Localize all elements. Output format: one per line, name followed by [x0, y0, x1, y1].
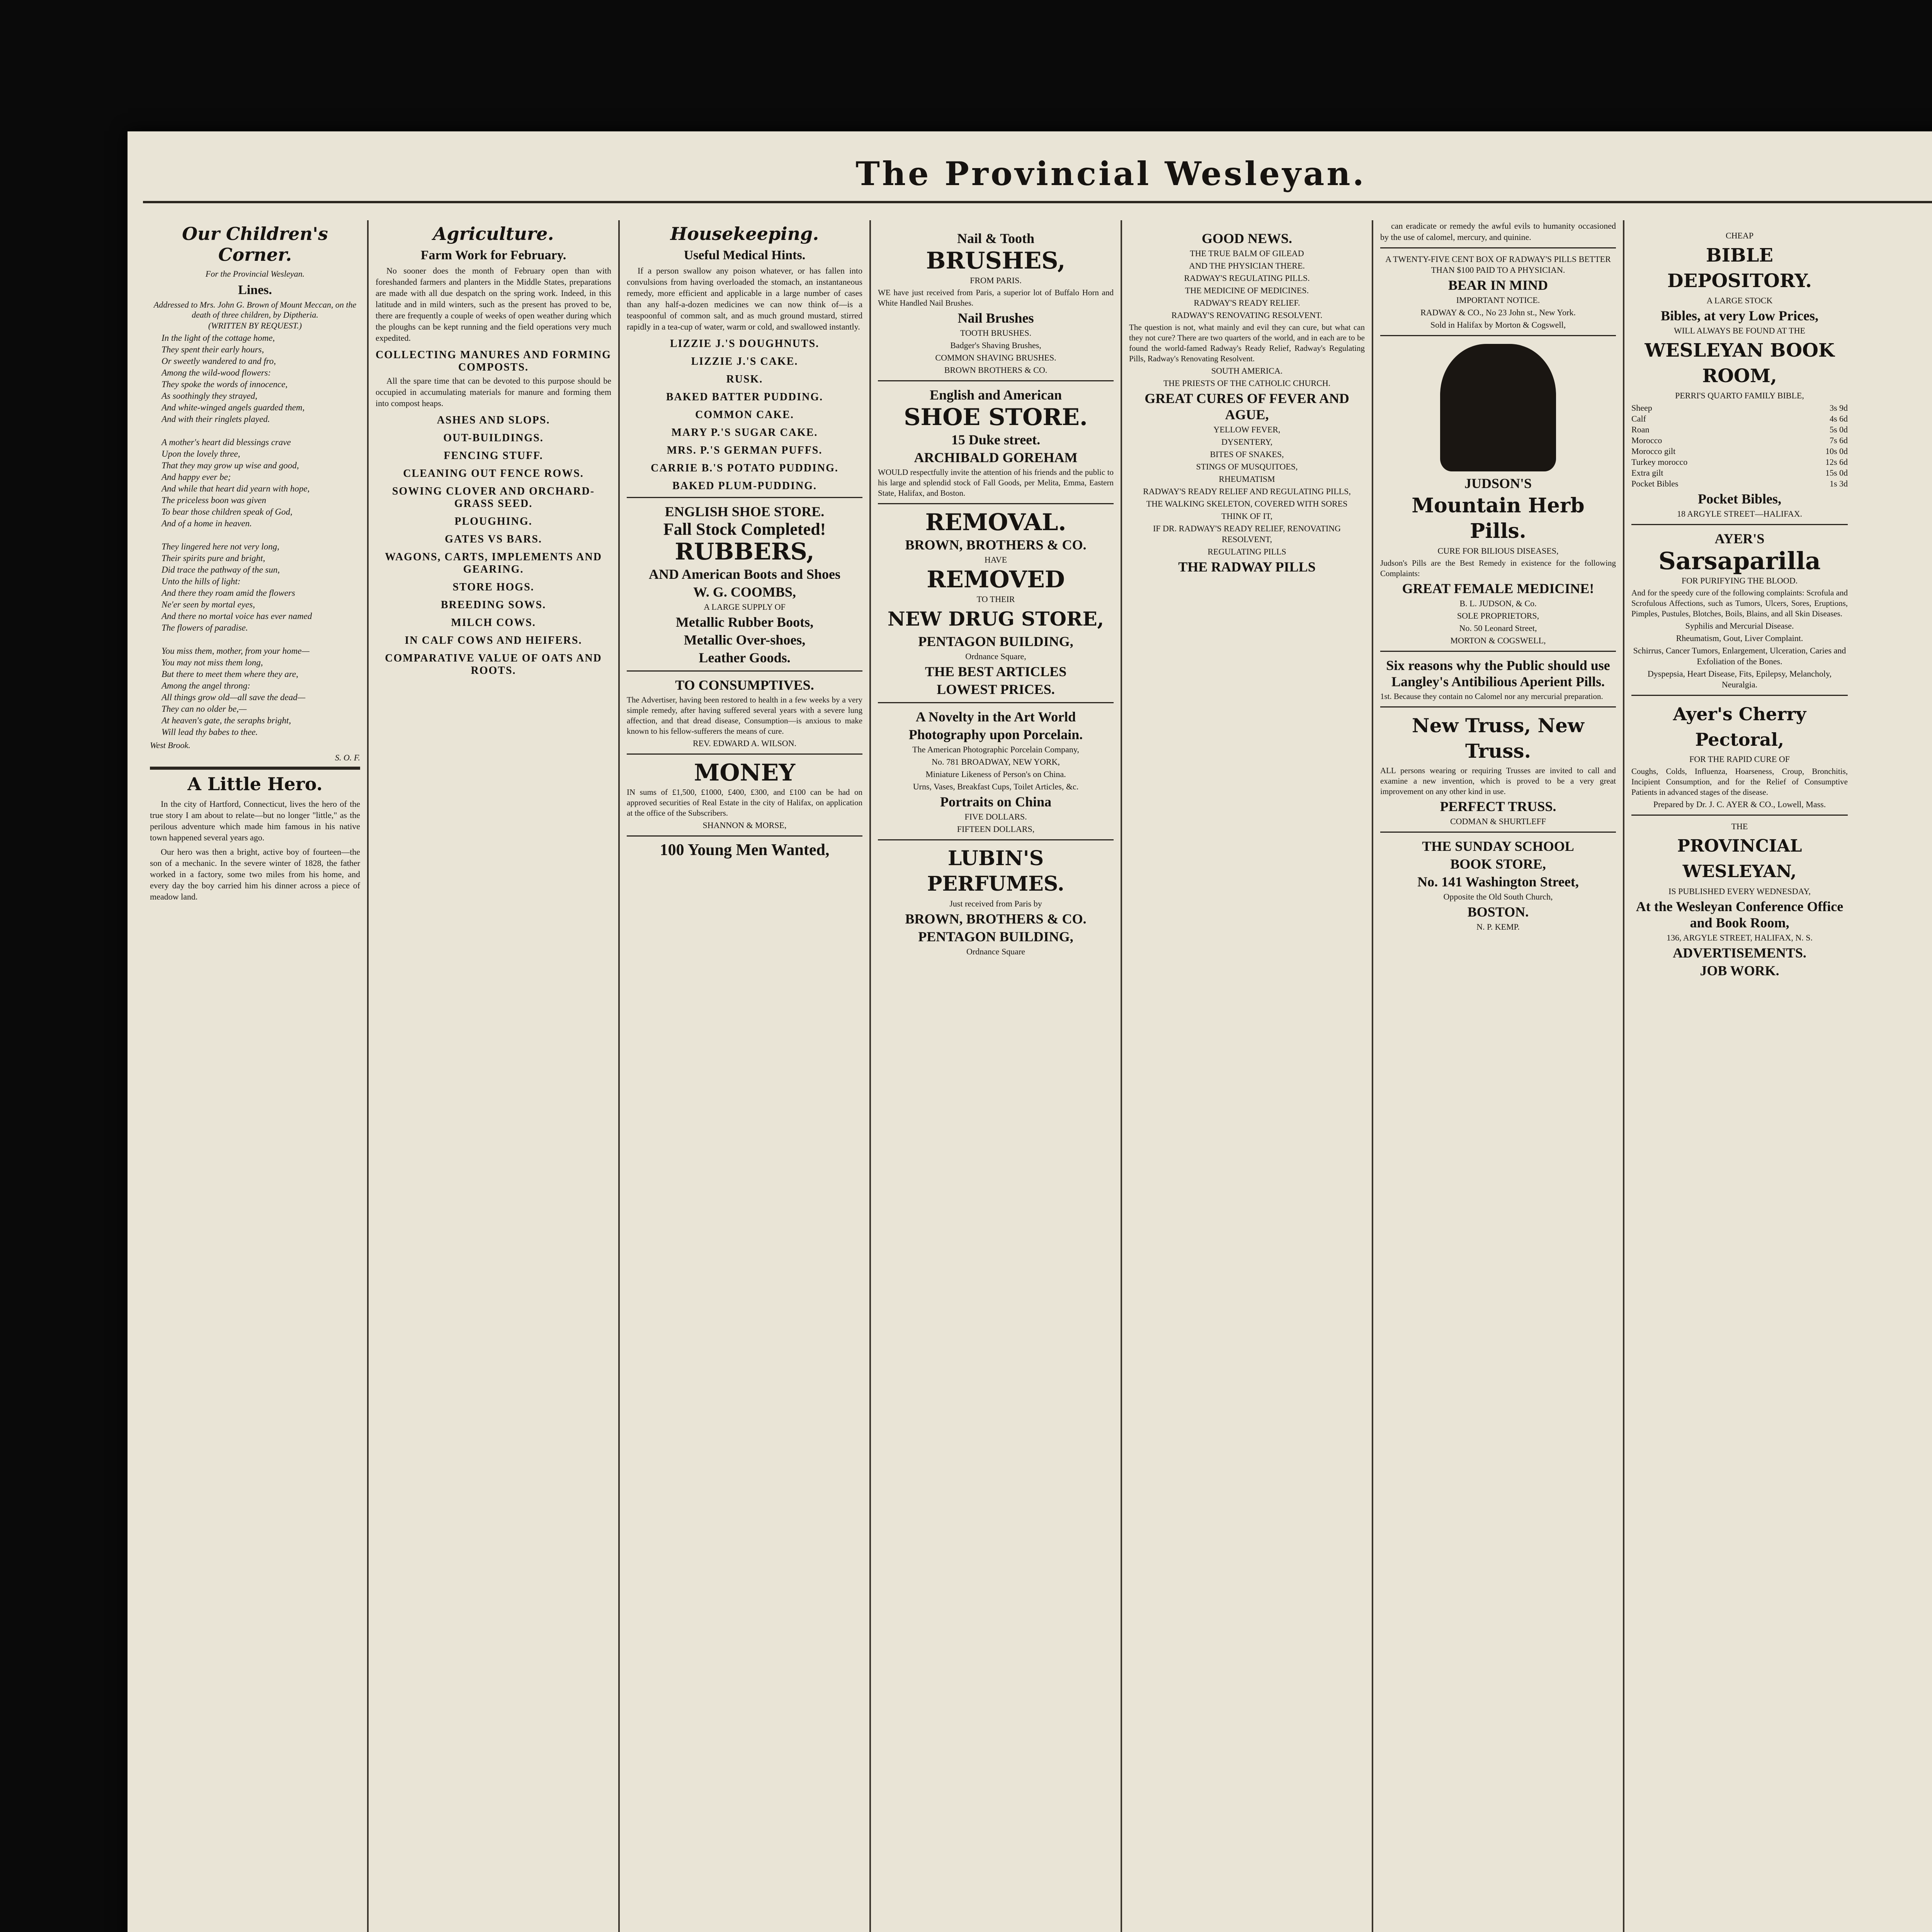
ad-line: Syphilis and Mercurial Disease. [1685, 621, 1794, 631]
ad-text: IN sums of £1,500, £1000, £400, £300, and £100 can be had on approved securities of Real Estate in the city of Halifax, on application at the office of the Subscribers. [627, 787, 862, 818]
price-item-name: Turkey morocco [1631, 457, 1688, 467]
newspaper-page [128, 131, 1932, 1932]
recipe-title: LIZZIE J.'S DOUGHNUTS. [670, 338, 820, 350]
ad-advertiser: ARCHIBALD GOREHAM [914, 450, 1078, 465]
price-item-value: 10s 0d [1825, 446, 1848, 456]
ad-line: Sold in Halifax by Morton & Cogswell, [1430, 320, 1566, 330]
ad-langley [1380, 651, 1616, 702]
ad-line: AND American Boots and Shoes [648, 566, 841, 582]
ad-line: AND THE PHYSICIAN THERE. [1189, 261, 1305, 270]
ad-line: Pocket Bibles, [1698, 491, 1781, 507]
subheading: BREEDING SOWS. [440, 599, 546, 611]
ad-signature: B. L. JUDSON, & Co. [1459, 599, 1537, 608]
ad-line: WILL ALWAYS BE FOUND AT THE [1674, 326, 1805, 335]
ad-title: GOOD NEWS. [1201, 231, 1293, 246]
ad-address: No. 50 Leonard Street, [1459, 623, 1537, 633]
column-childrens-corner [143, 220, 367, 1932]
ad-line: Miniature Likeness of Person's on China. [925, 769, 1066, 779]
ad-line: Metallic Over-shoes, [684, 632, 806, 648]
price-row [1631, 424, 1848, 435]
ad-line: IF DR. RADWAY'S READY RELIEF, RENOVATING RESOLVENT, [1153, 524, 1341, 544]
column-radway-1 [1121, 220, 1372, 1932]
masthead: The Provincial Wesleyan. [855, 155, 1366, 193]
ad-subtitle: FROM PARIS. [970, 276, 1022, 285]
price-item-value: 4s 6d [1829, 414, 1848, 423]
ad-consumptives [627, 670, 862, 749]
ad-line: PENTAGON BUILDING, [918, 929, 1073, 944]
ad-line: TO THEIR [976, 594, 1015, 604]
ad-line: GREAT CURES OF FEVER AND AGUE, [1145, 391, 1349, 422]
ad-title: ENGLISH SHOE STORE. [665, 504, 825, 519]
subheading: STORE HOGS. [452, 581, 534, 593]
story-paragraph: In the city of Hartford, Connecticut, lives the hero of the true story I am about to relate—but no longer "little," as the perilous adventure which made him famous in his native town happened several years ago. [150, 799, 360, 842]
price-row [1631, 435, 1848, 446]
price-item-name: Pocket Bibles [1631, 479, 1679, 488]
ad-line: ADVERTISEMENTS. [1673, 945, 1806, 961]
ad-headline: Mountain Herb Pills. [1412, 494, 1585, 543]
ad-line: THE PRIESTS OF THE CATHOLIC CHURCH. [1163, 378, 1331, 388]
column-inner [1631, 225, 1848, 979]
ad-english-shoe-store [627, 497, 862, 666]
ad-text: ALL persons wearing or requiring Trusses are invited to call and examine a new invention, which is proved to be a very great improvement on any other kind in use. [1380, 766, 1616, 796]
ad-line: Nail Brushes [957, 310, 1034, 326]
ad-line: GREAT FEMALE MEDICINE! [1402, 581, 1594, 596]
ad-line: PERFECT TRUSS. [1440, 799, 1556, 814]
ad-line: PENTAGON BUILDING, [918, 634, 1073, 649]
ad-line: At the Wesleyan Conference Office and Book Room, [1636, 899, 1844, 930]
price-row [1631, 403, 1848, 413]
article-paragraph: If a person swallow any poison whatever, or has fallen into convulsions from having overloaded the stomach, an instantaneous remedy, more efficient and applicable in a large number of cases than any half-a-dozen medicines we can now think of—is a teaspoonful of common salt, and as much ground mustard, stirred rapidly in a tea-cup of water, warm or cold, and swallowed instantly. [627, 266, 862, 332]
ad-money [627, 753, 862, 831]
ad-line: THINK OF IT, [1221, 511, 1273, 521]
ad-signature: SHANNON & MORSE, [702, 820, 787, 830]
ad-radway-cont [1380, 247, 1616, 330]
price-row [1631, 413, 1848, 424]
price-list [1631, 403, 1848, 489]
ad-line: BITES OF SNAKES, [1210, 449, 1284, 459]
price-row [1631, 446, 1848, 457]
masthead-rule [143, 201, 1932, 203]
ad-title: REMOVAL. [925, 509, 1066, 536]
ad-line: PERRI'S QUARTO FAMILY BIBLE, [1675, 391, 1804, 400]
ad-title: LUBIN'S PERFUMES. [927, 847, 1065, 896]
ad-text: Coughs, Colds, Influenza, Hoarseness, Croup, Bronchitis, Incipient Consumption, and for the Relief of Consumptive Patients in advanced stages of the disease. [1631, 767, 1848, 797]
ad-line: Ordnance Square [966, 947, 1026, 956]
ad-headline: Sarsaparilla [1658, 547, 1821, 575]
ad-title: English and American [929, 387, 1062, 403]
ad-line: Rheumatism, Gout, Liver Complaint. [1676, 633, 1803, 643]
ad-line: TOOTH BRUSHES. [960, 328, 1032, 338]
column-bibles-ayer [1623, 220, 1932, 1932]
column-radway-judson [1372, 220, 1623, 1932]
ad-line: JOB WORK. [1700, 963, 1779, 978]
ad-headline: SHOE STORE. [904, 404, 1088, 431]
price-item-name: Roan [1631, 425, 1650, 434]
ad-young-men [627, 835, 862, 858]
ad-sunday-school [1380, 832, 1616, 932]
ad-signature: BROWN BROTHERS & CO. [944, 365, 1048, 375]
ad-line: CHEAP [1725, 231, 1754, 240]
ad-address: No. 781 BROADWAY, NEW YORK, [932, 757, 1060, 767]
ad-subtitle: Photography upon Porcelain. [908, 727, 1083, 742]
ad-line: SOUTH AMERICA. [1211, 366, 1283, 376]
poem-source: For the Provincial Wesleyan. [205, 269, 305, 279]
article-paragraph: All the spare time that can be devoted to this purpose should be occupied in accumulating materials for manure and forming them into compost heaps. [376, 376, 611, 408]
ad-line: THE MEDICINE OF MEDICINES. [1185, 286, 1309, 295]
ad-title: New Truss, New Truss. [1412, 714, 1584, 762]
ad-title: TO CONSUMPTIVES. [675, 677, 814, 693]
ad-line: Urns, Vases, Breakfast Cups, Toilet Articles, &c. [913, 782, 1079, 791]
ad-line: The American Photographic Porcelain Company, [912, 745, 1079, 754]
ad-line: SOLE PROPRIETORS, [1457, 611, 1539, 621]
portrait-image [1440, 344, 1556, 471]
ad-signature: 18 ARGYLE STREET—HALIFAX. [1677, 509, 1803, 519]
recipe-title: COMMON CAKE. [695, 409, 794, 421]
ad-line: MORTON & COGSWELL, [1450, 636, 1546, 645]
ad-line: IMPORTANT NOTICE. [1456, 295, 1540, 305]
recipe-title: CARRIE B.'S POTATO PUDDING. [651, 462, 838, 474]
poem-dedication: Addressed to Mrs. John G. Brown of Mount Meccan, on the death of three children, by Diptheria. [153, 300, 357, 320]
ad-line: COMMON SHAVING BRUSHES. [935, 353, 1056, 362]
price-item-value: 1s 3d [1829, 479, 1848, 488]
ad-line: CURE FOR BILIOUS DISEASES, [1437, 546, 1559, 556]
ad-line: Bibles, at very Low Prices, [1661, 308, 1818, 323]
subheading: PLOUGHING. [454, 515, 532, 527]
ad-truss [1380, 706, 1616, 827]
ad-brushes [878, 225, 1114, 376]
article-title: Farm Work for February. [420, 248, 566, 262]
ad-line: RADWAY'S READY RELIEF. [1194, 298, 1300, 308]
column-agriculture [367, 220, 618, 1932]
price-item-name: Sheep [1631, 403, 1652, 413]
ad-ayers-sarsaparilla [1631, 524, 1848, 690]
ad-line: Metallic Rubber Boots, [675, 614, 814, 630]
ad-advertiser: BROWN, BROTHERS & CO. [905, 537, 1087, 553]
ad-text: And for the speedy cure of the following complaints: Scrofula and Scrofulous Affections, such as Tumors, Ulcers, Sores, Eruptions, Pimples, Pustules, Blotches, Boils, Blains, and all Skin Diseases. [1631, 588, 1848, 618]
poem-place: West Brook. [150, 740, 190, 750]
subheading: GATES VS BARS. [445, 533, 542, 545]
ad-porcelain [878, 702, 1114, 835]
ad-title: AYER'S [1714, 531, 1765, 546]
ad-line: BEAR IN MIND [1448, 277, 1548, 293]
ad-title: PROVINCIAL WESLEYAN, [1677, 836, 1802, 881]
ad-title: Six reasons why the Public should use Langley's Antibilious Aperient Pills. [1386, 658, 1610, 689]
ad-title: 100 Young Men Wanted, [660, 841, 830, 859]
price-item-name: Morocco gilt [1631, 446, 1676, 456]
poem-title: Lines. [238, 283, 272, 297]
ad-signature: REV. EDWARD A. WILSON. [692, 738, 797, 748]
ad-title: THE SUNDAY SCHOOL [1422, 838, 1574, 854]
ad-title: BIBLE DEPOSITORY. [1667, 245, 1812, 292]
ad-radway [1129, 225, 1365, 575]
ad-line: BOOK STORE, [1450, 856, 1546, 872]
divider [150, 767, 360, 770]
ad-line: THE TRUE BALM OF GILEAD [1190, 248, 1304, 258]
ad-judson [1380, 335, 1616, 646]
recipe-title: BAKED PLUM-PUDDING. [672, 480, 817, 492]
ad-address: 15 Duke street. [951, 432, 1041, 447]
ad-line: YELLOW FEVER, [1213, 425, 1281, 434]
ad-line: HAVE [984, 555, 1007, 565]
price-row [1631, 478, 1848, 489]
ad-text: 1st. Because they contain no Calomel nor any mercurial preparation. [1380, 692, 1603, 701]
ad-text: The question is not, what mainly and evil they can cure, but what can they not cure? There are two quarters of the world, and in each are to be found the world-famed Radway's Ready Relief, Radway's Regulating Pills, Radway's Renovating Resolvent. [1129, 323, 1365, 363]
price-item-value: 12s 6d [1825, 457, 1848, 467]
subheading: COLLECTING MANURES AND FORMING COMPOSTS. [376, 349, 611, 373]
subheading: OUT-BUILDINGS. [443, 432, 544, 444]
ad-lubins-perfumes [878, 839, 1114, 957]
ad-cherry-pectoral [1631, 695, 1848, 810]
section-title: Agriculture. [433, 223, 554, 244]
subheading: IN CALF COWS AND HEIFERS. [405, 634, 582, 646]
poem-text: In the light of the cottage home, They spent their early hours, Or sweetly wandered to and fro, Among the wild-wood flowers: They spoke the words of innocence, As soothingly they strayed, And white-winged angels guarded them, And with their ringlets played. A mother's heart did blessings crave Upon the lovely three, That they may grow up wise and good, And happy ever be; And while that heart did yearn with hope, The priceless boon was given To bear those children speak of God, And of a home in heaven. They lingered here not very long, Their spirits pure and bright, Did trace the pathway of the sun, Unto the hills of light: And there they roam amid the flowers Ne'er seen by mortal eyes, And there no mortal voice has ever named The flowers of paradise. You miss them, mother, from your home— You may not miss them long, But there to meet them where they are, Among the angel throng: All things grow old—all save the dead— They can no older be,— At heaven's gate, the seraphs bright, Will lead thy babes to thee. [162, 333, 312, 737]
ad-line: RADWAY'S REGULATING PILLS. [1184, 273, 1310, 283]
article-paragraph: can eradicate or remedy the awful evils to humanity occasioned by the use of calomel, mercury, and quinine. [1380, 221, 1616, 242]
section-title: Our Children's Corner. [182, 223, 328, 265]
ad-advertiser: BROWN, BROTHERS & CO. [905, 911, 1087, 927]
ad-removal [878, 503, 1114, 697]
recipe-title: MARY P.'S SUGAR CAKE. [671, 427, 818, 439]
price-item-value: 15s 0d [1825, 468, 1848, 478]
ad-subtitle: Fall Stock Completed! [663, 520, 826, 539]
column-housekeeping [618, 220, 869, 1932]
ad-shoe-store [878, 380, 1114, 498]
ad-line: Opposite the Old South Church, [1443, 892, 1553, 901]
ad-signature: N. P. KEMP. [1476, 922, 1520, 932]
publication-notice [1631, 815, 1848, 979]
price-item-value: 5s 0d [1829, 425, 1848, 434]
ad-line: THE WALKING SKELETON, COVERED WITH SORES [1146, 499, 1348, 509]
recipe-title: BAKED BATTER PUDDING. [666, 391, 823, 403]
price-item-name: Calf [1631, 414, 1646, 423]
ad-line: RADWAY'S RENOVATING RESOLVENT. [1171, 310, 1323, 320]
ad-title: JUDSON'S [1464, 476, 1532, 491]
ad-line: A TWENTY-FIVE CENT BOX OF RADWAY'S PILLS BETTER THAN $100 PAID TO A PHYSICIAN. [1385, 254, 1611, 275]
price-item-name: Morocco [1631, 435, 1662, 445]
price-item-value: 3s 9d [1829, 403, 1848, 413]
article-title: Useful Medical Hints. [684, 248, 806, 262]
ad-line: A LARGE STOCK [1706, 296, 1773, 305]
ad-title: MONEY [694, 759, 796, 786]
ad-line: NEW DRUG STORE, [888, 607, 1104, 630]
ad-line: RHEUMATISM [1219, 474, 1275, 484]
ad-line: A LARGE SUPPLY OF [704, 602, 786, 612]
ad-line: Ordnance Square, [965, 651, 1026, 661]
story-title: A Little Hero. [187, 774, 323, 794]
column-ads-brushes [869, 220, 1121, 1932]
ad-line: THE [1731, 821, 1748, 831]
ad-text: The Advertiser, having been restored to health in a few weeks by a very simple remedy, after having suffered several years with a severe lung affection, and that dread disease, Consumption—is anxious to make known to his fellow-sufferers the means of cure. [627, 695, 862, 736]
price-row [1631, 457, 1848, 468]
subheading: MILCH COWS. [451, 617, 536, 629]
ad-line: Badger's Shaving Brushes, [950, 340, 1041, 350]
ad-line: THE BEST ARTICLES [925, 664, 1067, 679]
ad-signature: CODMAN & SHURTLEFF [1450, 816, 1546, 826]
subheading: ASHES AND SLOPS. [437, 414, 550, 426]
poem-byline: (WRITTEN BY REQUEST.) [208, 321, 302, 330]
article-paragraph: No sooner does the month of February open than with foreshanded farmers and planters in the Middle States, preparations are made with all due despatch on the spring work. Indeed, in this latitude and in mild winters, such as the present has proved to be, there are frequently a couple of weeks of open weather during which the ploughs can be kept running and the field operations very much expedited. [376, 266, 611, 343]
ad-line: Just received from Paris by [949, 899, 1042, 908]
ad-subtitle: FOR THE RAPID CURE OF [1689, 754, 1790, 764]
ad-headline: REMOVED [927, 566, 1065, 593]
ad-title: Nail & Tooth [957, 231, 1035, 246]
ad-title: Ayer's Cherry Pectoral, [1673, 704, 1806, 750]
ad-address: No. 141 Washington Street, [1417, 874, 1579, 889]
ad-line: DYSENTERY, [1221, 437, 1273, 447]
ad-line: BOSTON. [1467, 904, 1529, 920]
ad-signature: Prepared by Dr. J. C. AYER & CO., Lowell, Mass. [1653, 799, 1826, 809]
poem-signature: S. O. F. [335, 753, 360, 762]
ad-title: A Novelty in the Art World [915, 709, 1076, 724]
subheading: SOWING CLOVER AND ORCHARD-GRASS SEED. [392, 485, 595, 510]
price-row [1631, 468, 1848, 478]
ad-headline: RUBBERS, [675, 538, 815, 565]
ad-line: THE RADWAY PILLS [1178, 559, 1316, 575]
recipe-title: RUSK. [726, 373, 763, 385]
ad-line: Portraits on China [940, 794, 1051, 810]
ad-line: LOWEST PRICES. [937, 682, 1055, 697]
subheading: WAGONS, CARTS, IMPLEMENTS AND GEARING. [385, 551, 602, 575]
ad-line: Schirrus, Cancer Tumors, Enlargement, Ulceration, Caries and Exfoliation of the Bones. [1633, 646, 1846, 666]
ad-line: Dyspepsia, Heart Disease, Fits, Epilepsy, Melancholy, Neuralgia. [1647, 669, 1832, 689]
ad-line: Leather Goods. [699, 650, 791, 665]
ad-headline: BRUSHES, [926, 247, 1066, 274]
ad-text: WE have just received from Paris, a superior lot of Buffalo Horn and White Handled Nail Brushes. [878, 288, 1114, 308]
subheading: FENCING STUFF. [444, 450, 543, 462]
ad-line: FIFTEEN DOLLARS, [957, 824, 1035, 834]
ad-text: WOULD respectfully invite the attention of his friends and the public to his large and splendid stock of Fall Goods, per Melita, Emma, Eastern State, Halifax, and Boston. [878, 468, 1114, 498]
ad-line: IS PUBLISHED EVERY WEDNESDAY, [1668, 886, 1811, 896]
ad-line: RADWAY & CO., No 23 John st., New York. [1420, 308, 1576, 317]
ad-line: RADWAY'S READY RELIEF AND REGULATING PILLS, [1143, 486, 1351, 496]
section-title: Housekeeping. [670, 223, 819, 244]
recipe-title: MRS. P.'S GERMAN PUFFS. [667, 444, 823, 456]
ad-address: 136, ARGYLE STREET, HALIFAX, N. S. [1666, 933, 1813, 942]
ad-line: REGULATING PILLS [1208, 547, 1286, 556]
ad-text: Judson's Pills are the Best Remedy in existence for the following Complaints: [1380, 558, 1616, 578]
ad-headline: WESLEYAN BOOK ROOM, [1645, 340, 1835, 387]
recipe-title: LIZZIE J.'S CAKE. [691, 355, 798, 367]
price-item-value: 7s 6d [1829, 435, 1848, 445]
ad-line: STINGS OF MUSQUITOES, [1196, 462, 1298, 471]
story-paragraph: Our hero was then a bright, active boy of fourteen—the son of a mechanic. In the severe winter of 1828, the father worked in a factory, some two miles from his home, and every day the boy carried him his dinner across a piece of meadow land. [150, 847, 360, 901]
ad-bible-depository [1631, 225, 1848, 519]
price-item-name: Extra gilt [1631, 468, 1663, 478]
subheading: COMPARATIVE VALUE OF OATS AND ROOTS. [385, 652, 602, 677]
subheading: CLEANING OUT FENCE ROWS. [403, 468, 584, 480]
ad-advertiser: W. G. COOMBS, [693, 584, 796, 600]
ad-subtitle: FOR PURIFYING THE BLOOD. [1681, 576, 1798, 585]
ad-line: FIVE DOLLARS. [964, 812, 1027, 821]
